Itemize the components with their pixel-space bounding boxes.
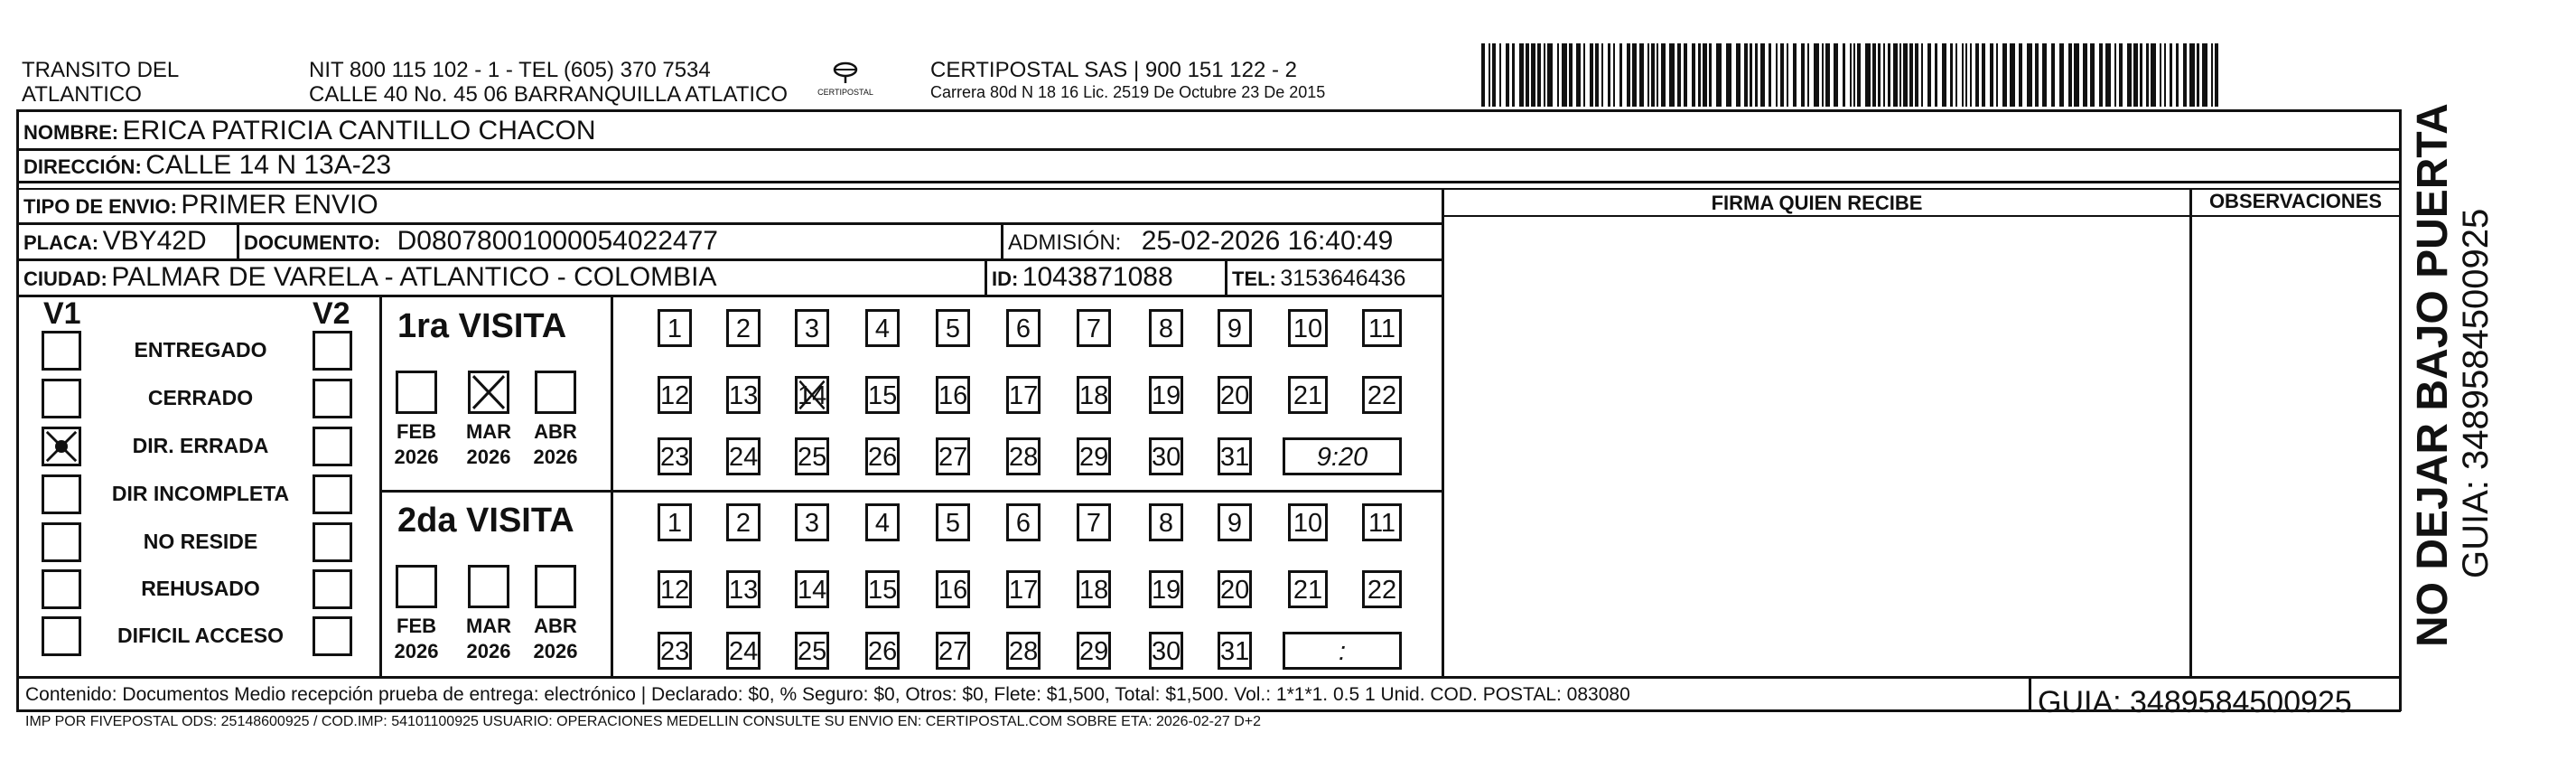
admision-value: 25-02-2026 16:40:49 — [1141, 226, 1394, 256]
month-checkbox[interactable] — [468, 565, 509, 608]
barcode-bar — [2164, 43, 2166, 107]
day-box[interactable]: 7 — [1077, 309, 1111, 347]
barcode-bar — [1647, 43, 1649, 107]
day-box[interactable]: 29 — [1077, 437, 1111, 475]
barcode-bar — [1825, 43, 1830, 107]
day-box[interactable]: 29 — [1077, 632, 1111, 670]
v2-checkbox[interactable] — [313, 474, 352, 514]
barcode-bar — [2170, 43, 2172, 107]
day-box[interactable]: 6 — [1006, 309, 1041, 347]
barcode-bar — [2027, 43, 2032, 107]
day-box[interactable]: 16 — [936, 376, 970, 414]
day-box[interactable]: 2 — [726, 309, 761, 347]
day-box[interactable]: 27 — [936, 632, 970, 670]
barcode-bar — [1519, 43, 1524, 107]
barcode-bar — [1716, 43, 1722, 107]
day-box[interactable]: 19 — [1149, 570, 1183, 608]
day-box[interactable]: 19 — [1149, 376, 1183, 414]
v2-checkbox[interactable] — [313, 331, 352, 371]
placa-label: PLACA: — [23, 231, 99, 254]
nombre-row — [23, 116, 596, 146]
day-box[interactable]: 15 — [865, 570, 900, 608]
barcode-bar — [2035, 43, 2039, 107]
month-name: MAR — [465, 420, 512, 443]
id-value: 1043871088 — [1022, 262, 1173, 292]
barcode-bar — [1669, 43, 1675, 107]
barcode-bar — [1962, 43, 1964, 107]
month-checkbox[interactable] — [535, 565, 576, 608]
status-option-label: CERRADO — [147, 386, 254, 409]
barcode-bar — [1692, 43, 1695, 107]
barcode-bar — [1595, 43, 1599, 107]
barcode-bar — [1769, 43, 1771, 107]
day-box[interactable]: 27 — [936, 437, 970, 475]
day-number: 14 — [798, 381, 827, 410]
courier-line: CERTIPOSTAL SAS | 900 151 122 - 2 — [930, 58, 1297, 82]
nombre-label: NOMBRE: — [23, 121, 119, 144]
barcode-bar — [2183, 43, 2187, 107]
day-box[interactable]: 31 — [1218, 632, 1252, 670]
month-year: 2026 — [533, 446, 578, 468]
barcode-bar — [1547, 43, 1553, 107]
day-box[interactable]: 21 — [1288, 376, 1328, 414]
barcode-bar — [1703, 43, 1707, 107]
barcode-bar — [1872, 43, 1876, 107]
guia-side: GUIA: 3489584500925 — [2456, 208, 2496, 578]
documento-field — [244, 226, 718, 257]
id-field — [992, 262, 1173, 293]
barcode-bar — [1569, 43, 1573, 107]
barcode-bar — [1744, 43, 1748, 107]
barcode-bar — [2051, 43, 2055, 107]
day-box[interactable]: 8 — [1149, 309, 1183, 347]
day-box[interactable]: 14 — [795, 570, 829, 608]
barcode-bar — [2151, 43, 2156, 107]
issuer-line2: ATLANTICO — [22, 82, 142, 107]
day-box[interactable]: 28 — [1006, 437, 1041, 475]
status-option-label: ENTREGADO — [134, 338, 267, 362]
day-box[interactable]: 2 — [726, 503, 761, 541]
barcode-bar — [1651, 43, 1655, 107]
barcode-bar — [1677, 43, 1681, 107]
day-box[interactable]: 4 — [865, 503, 900, 541]
day-box[interactable]: 18 — [1077, 570, 1111, 608]
ciudad-label: CIUDAD: — [23, 268, 107, 290]
day-box[interactable]: 22 — [1362, 570, 1402, 608]
barcode-bar — [2068, 43, 2072, 107]
barcode-bar — [1583, 43, 1585, 107]
barcode-bar — [2176, 43, 2179, 107]
v1-checkbox[interactable] — [42, 616, 81, 656]
barcode-bar — [1893, 43, 1898, 107]
issuer-name — [22, 58, 179, 107]
barcode-bar — [1506, 43, 1509, 107]
v1-checkbox[interactable] — [42, 569, 81, 609]
day-box[interactable]: 10 — [1288, 503, 1328, 541]
barcode-bar — [1850, 43, 1852, 107]
month-checkbox[interactable] — [468, 371, 509, 414]
barcode-bar — [1544, 43, 1545, 107]
barcode-bar — [1698, 43, 1701, 107]
barcode-bar — [1787, 43, 1788, 107]
day-box[interactable]: 8 — [1149, 503, 1183, 541]
contenido-line: Contenido: Documentos Medio recepción prueba de entrega: electrónico | Declarado: $0, % Seguro: $0, Otros: $0, Flete: $1,500, Total: $1,500. Vol.: 1*1*1. 0.5 1 Unid. COD. POSTAL: 083080 — [25, 684, 1630, 705]
day-box[interactable]: 20 — [1218, 570, 1252, 608]
tel-field — [1232, 266, 1405, 292]
month-year: 2026 — [466, 446, 511, 468]
month-name: FEB — [397, 615, 436, 637]
barcode-bar — [1608, 43, 1610, 107]
day-box[interactable]: 16 — [936, 570, 970, 608]
barcode-bar — [1965, 43, 1967, 107]
day-box[interactable]: 12 — [658, 376, 692, 414]
guia-footer: GUIA: 3489584500925 — [2038, 685, 2352, 719]
status-option-label: DIFICIL ACCESO — [117, 624, 284, 647]
day-box[interactable]: 11 — [1362, 309, 1402, 347]
day-box[interactable]: 24 — [726, 632, 761, 670]
status-option-label: NO RESIDE — [143, 530, 258, 553]
v1-checkbox[interactable] — [42, 474, 81, 514]
month-name: ABR — [534, 615, 577, 637]
tipo-envio-label: TIPO DE ENVIO: — [23, 195, 177, 218]
barcode-bar — [1760, 43, 1765, 107]
courier-license: Carrera 80d N 18 16 Lic. 2519 De Octubre 23 De 2015 — [930, 83, 1326, 101]
barcode-bar — [2146, 43, 2149, 107]
barcode-bar — [2059, 43, 2064, 107]
barcode-bar — [1776, 43, 1778, 107]
barcode-bar — [1780, 43, 1784, 107]
tipo-envio-row — [23, 190, 378, 221]
month-label — [527, 614, 583, 664]
admision-label: ADMISIÓN: — [1008, 230, 1122, 255]
day-box[interactable]: 23 — [658, 632, 692, 670]
day-box[interactable]: 26 — [865, 632, 900, 670]
month-year: 2026 — [533, 640, 578, 662]
barcode-bar — [1601, 43, 1603, 107]
day-box[interactable]: 17 — [1006, 570, 1041, 608]
barcode-bar — [1755, 43, 1758, 107]
barcode-bar — [1562, 43, 1567, 107]
v2-checkbox[interactable] — [313, 427, 352, 466]
barcode-bar — [1512, 43, 1515, 107]
barcode-bar — [1627, 43, 1630, 107]
month-year: 2026 — [466, 640, 511, 662]
status-option-label: DIR. ERRADA — [132, 434, 269, 457]
month-name: FEB — [397, 420, 436, 443]
barcode-bar — [2215, 43, 2218, 107]
time-field[interactable]: 9:20 — [1283, 437, 1402, 475]
month-label — [461, 614, 517, 664]
barcode-bar — [2099, 43, 2103, 107]
barcode-bar — [1657, 43, 1658, 107]
barcode-bar — [1684, 43, 1687, 107]
barcode-bar — [1526, 43, 1529, 107]
barcode-bar — [1793, 43, 1797, 107]
day-box[interactable]: 25 — [795, 437, 829, 475]
day-box[interactable]: 12 — [658, 570, 692, 608]
barcode-bar — [2105, 43, 2111, 107]
month-year: 2026 — [394, 446, 439, 468]
barcode-bar — [1726, 43, 1731, 107]
barcode-bar — [1915, 43, 1918, 107]
month-year: 2026 — [394, 640, 439, 662]
status-option-label: DIR INCOMPLETA — [111, 482, 290, 505]
barcode-bar — [1537, 43, 1541, 107]
barcode-bar — [1639, 43, 1644, 107]
barcode-bar — [2211, 43, 2213, 107]
day-box[interactable]: 17 — [1006, 376, 1041, 414]
barcode-bar — [1492, 43, 1496, 107]
day-box[interactable]: 31 — [1218, 437, 1252, 475]
barcode-bar — [1801, 43, 1805, 107]
barcode-bar — [1853, 43, 1855, 107]
barcode-bar — [2074, 43, 2079, 107]
logo-caption: CERTIPOSTAL — [817, 88, 873, 97]
barcode-bar — [1909, 43, 1913, 107]
day-box[interactable]: 30 — [1149, 437, 1183, 475]
month-label — [527, 419, 583, 470]
v1-label: V1 — [43, 296, 81, 331]
barcode-bar — [1709, 43, 1712, 107]
v2-checkbox[interactable] — [313, 569, 352, 609]
barcode-bar — [1557, 43, 1559, 107]
barcode-bar — [2019, 43, 2022, 107]
issuer-line1: TRANSITO DEL — [22, 58, 180, 82]
status-option-label: REHUSADO — [141, 577, 260, 600]
day-box[interactable]: 30 — [1149, 632, 1183, 670]
day-box[interactable]: 1 — [658, 309, 692, 347]
day-box[interactable]: 11 — [1362, 503, 1402, 541]
barcode — [1481, 43, 2222, 107]
placa-value: VBY42D — [102, 226, 207, 256]
direccion-row — [23, 150, 391, 181]
day-box[interactable]: 9 — [1218, 503, 1252, 541]
barcode-bar — [1970, 43, 1972, 107]
id-label: ID: — [992, 268, 1019, 290]
firma-header: FIRMA QUIEN RECIBE — [1711, 192, 1923, 214]
barcode-bar — [1632, 43, 1637, 107]
day-box[interactable]: 4 — [865, 309, 900, 347]
v1-checkbox[interactable] — [42, 331, 81, 371]
barcode-bar — [1990, 43, 1993, 107]
day-box[interactable]: 9 — [1218, 309, 1252, 347]
barcode-bar — [1950, 43, 1953, 107]
barcode-bar — [2083, 43, 2087, 107]
barcode-bar — [1843, 43, 1845, 107]
visit-title: 1ra VISITA — [397, 307, 567, 345]
documento-value: D08078001000054022477 — [397, 226, 718, 256]
direccion-label: DIRECCIÓN: — [23, 155, 142, 178]
month-name: MAR — [465, 615, 512, 637]
direccion-value: CALLE 14 N 13A-23 — [145, 150, 392, 180]
v1-checkbox[interactable] — [42, 522, 81, 562]
day-box[interactable]: 13 — [726, 570, 761, 608]
barcode-bar — [2202, 43, 2207, 107]
day-box[interactable]: 18 — [1077, 376, 1111, 414]
barcode-bar — [2127, 43, 2132, 107]
barcode-bar — [1619, 43, 1622, 107]
barcode-bar — [2160, 43, 2161, 107]
month-label — [388, 614, 444, 664]
day-box[interactable]: 3 — [795, 503, 829, 541]
barcode-bar — [1927, 43, 1931, 107]
no-dejar-warning: NO DEJAR BAJO PUERTA — [2409, 103, 2457, 647]
barcode-bar — [1576, 43, 1581, 107]
barcode-bar — [1935, 43, 1937, 107]
v1-checkbox[interactable] — [42, 427, 81, 466]
v1-checkbox[interactable] — [42, 379, 81, 418]
month-label — [461, 419, 517, 470]
barcode-bar — [1834, 43, 1838, 107]
day-box[interactable]: 23 — [658, 437, 692, 475]
day-box[interactable]: 13 — [726, 376, 761, 414]
issuer-contact — [309, 58, 788, 107]
tel-label: TEL: — [1232, 268, 1276, 290]
barcode-bar — [1982, 43, 1985, 107]
day-box[interactable]: 1 — [658, 503, 692, 541]
barcode-bar — [1590, 43, 1593, 107]
barcode-bar — [1807, 43, 1809, 107]
barcode-bar — [1661, 43, 1666, 107]
v2-label: V2 — [313, 296, 350, 331]
day-box[interactable]: 28 — [1006, 632, 1041, 670]
barcode-bar — [1942, 43, 1946, 107]
observaciones-header: OBSERVACIONES — [2208, 190, 2383, 212]
barcode-bar — [1613, 43, 1615, 107]
day-box[interactable]: 10 — [1288, 309, 1328, 347]
barcode-bar — [2140, 43, 2142, 107]
barcode-bar — [1736, 43, 1741, 107]
barcode-bar — [1955, 43, 1957, 107]
logo-icon — [830, 60, 861, 85]
visit-title: 2da VISITA — [397, 502, 574, 540]
barcode-bar — [1814, 43, 1819, 107]
nit-line: NIT 800 115 102 - 1 - TEL (605) 370 7534 — [309, 58, 711, 82]
barcode-bar — [1975, 43, 1979, 107]
day-box[interactable]: 24 — [726, 437, 761, 475]
barcode-bar — [1489, 43, 1490, 107]
barcode-bar — [2197, 43, 2199, 107]
month-name: ABR — [534, 420, 577, 443]
barcode-bar — [2133, 43, 2138, 107]
barcode-bar — [1899, 43, 1901, 107]
month-checkbox[interactable] — [396, 565, 437, 608]
imp-line: IMP POR FIVEPOSTAL ODS: 25148600925 / COD.IMP: 54101100925 USUARIO: OPERACIONES MEDELLIN CONSULTE SU ENVIO EN: CERTIPOSTAL.COM SOBRE ETA: 2026-02-27 D+2 — [25, 714, 1262, 729]
v2-checkbox[interactable] — [313, 379, 352, 418]
tel-value: 3153646436 — [1280, 266, 1406, 291]
admision-field — [1008, 226, 1393, 257]
barcode-bar — [2189, 43, 2195, 107]
ciudad-field — [23, 262, 717, 293]
day-box[interactable]: 15 — [865, 376, 900, 414]
barcode-bar — [1921, 43, 1923, 107]
day-box[interactable]: 26 — [865, 437, 900, 475]
barcode-bar — [1750, 43, 1752, 107]
barcode-bar — [2010, 43, 2015, 107]
barcode-bar — [1883, 43, 1885, 107]
day-box[interactable]: 21 — [1288, 570, 1328, 608]
tipo-envio-value: PRIMER ENVIO — [181, 190, 378, 220]
barcode-bar — [1903, 43, 1908, 107]
ciudad-value: PALMAR DE VARELA - ATLANTICO - COLOMBIA — [111, 262, 717, 292]
barcode-bar — [2119, 43, 2123, 107]
day-box[interactable]: 22 — [1362, 376, 1402, 414]
v2-checkbox[interactable] — [313, 522, 352, 562]
barcode-bar — [1822, 43, 1824, 107]
barcode-bar — [1481, 43, 1485, 107]
day-box[interactable]: 20 — [1218, 376, 1252, 414]
certipostal-logo — [813, 60, 878, 97]
month-label — [388, 419, 444, 470]
courier-info — [930, 58, 1325, 102]
month-checkbox[interactable] — [535, 371, 576, 414]
day-box[interactable] — [795, 376, 829, 414]
day-box[interactable]: 5 — [936, 503, 970, 541]
barcode-bar — [2114, 43, 2116, 107]
barcode-bar — [2090, 43, 2095, 107]
day-box[interactable]: 3 — [795, 309, 829, 347]
barcode-bar — [2002, 43, 2007, 107]
barcode-bar — [1996, 43, 1998, 107]
issuer-address: CALLE 40 No. 45 06 BARRANQUILLA ATLATICO — [309, 82, 789, 107]
day-box[interactable]: 5 — [936, 309, 970, 347]
day-box[interactable]: 25 — [795, 632, 829, 670]
barcode-bar — [1499, 43, 1501, 107]
day-box[interactable]: 6 — [1006, 503, 1041, 541]
v2-checkbox[interactable] — [313, 616, 352, 656]
barcode-bar — [1531, 43, 1535, 107]
month-checkbox[interactable] — [396, 371, 437, 414]
barcode-bar — [2042, 43, 2047, 107]
barcode-bar — [1888, 43, 1890, 107]
day-box[interactable]: 7 — [1077, 503, 1111, 541]
nombre-value: ERICA PATRICIA CANTILLO CHACON — [122, 116, 596, 146]
time-field[interactable]: : — [1283, 632, 1402, 670]
barcode-bar — [1857, 43, 1861, 107]
barcode-bar — [1878, 43, 1881, 107]
barcode-bar — [1865, 43, 1871, 107]
documento-label: DOCUMENTO: — [244, 231, 381, 254]
placa-field — [23, 226, 207, 257]
